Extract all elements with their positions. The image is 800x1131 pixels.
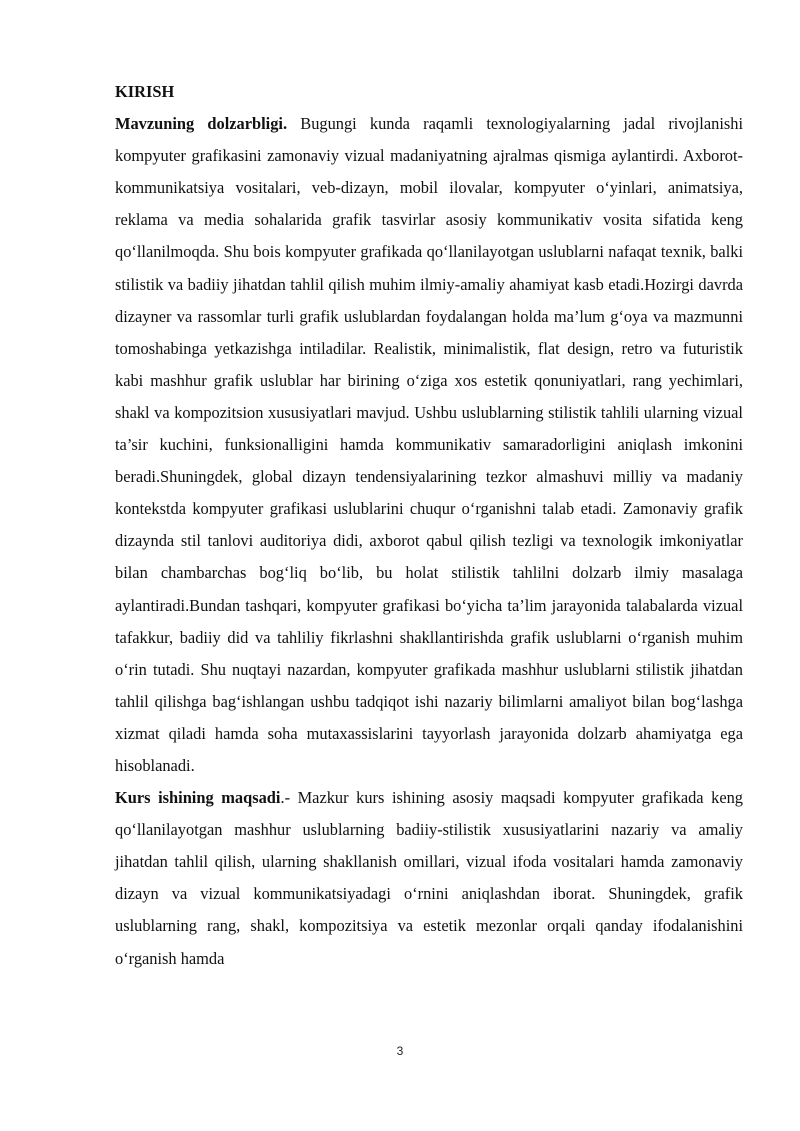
section-heading: KIRISH — [115, 82, 175, 101]
paragraph-lead-goal: Kurs ishining maqsadi — [115, 788, 281, 808]
paragraph-goal — [115, 782, 743, 975]
document-body — [115, 76, 743, 975]
page-number: 3 — [396, 1044, 404, 1058]
paragraph-text-relevance: Bugungi kunda raqamli texnologiyalarning jadal rivojlanishi kompyuter grafikasini zamonaviy vizual madaniyatning ajralmas qismiga aylantirdi. Axborot-kommunikatsiya vositalari, veb-dizayn, mobil ilovalar, kompyuter o‘yinlari, animatsiya, reklama va media sohalarida grafik tasvirlar asosiy kommunikativ vosita sifatida keng qo‘llanilmoqda. Shu bois kompyuter grafikada qo‘llanilayotgan uslublarni nafaqat texnik, balki stilistik va badiiy jihatdan tahlil qilish muhim ilmiy-amaliy ahamiyat kasb etadi.Hozirgi davrda dizayner va rassomlar turli grafik uslublardan foydalangan holda ma’lum g‘oya va mazmunni tomoshabinga yetkazishga intiladilar. Realistik, minimalistik, flat design, retro va futuristik kabi mashhur grafik uslublar har birining o‘ziga xos estetik qonuniyatlari, rang yechimlari, shakl va kompozitsion xususiyatlari mavjud. Ushbu uslublarning stilistik tahlili ularning vizual ta’sir kuchini, funksionalligini hamda kommunikativ samaradorligini aniqlash imkonini beradi.Shuningdek, global dizayn tendensiyalarining tezkor almashuvi milliy va madaniy kontekstda kompyuter grafikasi uslublarini chuqur o‘rganishni talab etadi. Zamonaviy grafik dizaynda stil tanlovi auditoriya didi, axborot qabul qilish tezligi va texnologik imkoniyatlar bilan chambarchas bog‘liq bo‘lib, bu holat stilistik tahlilni dolzarb ilmiy masalaga aylantiradi.Bundan tashqari, kompyuter grafikasi bo‘yicha ta’lim jarayonida talabalarda vizual tafakkur, badiiy did va tahliliy fikrlashni shakllantirishda grafik uslublarni o‘rganish muhim o‘rin tutadi. Shu nuqtayi nazardan, kompyuter grafikada mashhur uslublarni stilistik jihatdan tahlil qilishga bag‘ishlangan ushbu tadqiqot ishi nazariy bilimlarni amaliyot bilan bog‘lashga xizmat qiladi hamda soha mutaxassislarini tayyorlash jarayonida dolzarb ahamiyatga ega hisoblanadi. — [115, 114, 743, 775]
paragraph-lead-relevance: Mavzuning dolzarbligi. — [115, 114, 288, 134]
paragraph-relevance — [115, 108, 743, 782]
paragraph-text-goal: .- Mazkur kurs ishining asosiy maqsadi kompyuter grafikada keng qo‘llanilayotgan mashhur uslublarning badiiy-stilistik xususiyatlarini nazariy va amaliy jihatdan tahlil qilish, ularning shakllanish omillari, vizual ifoda vositalari hamda zamonaviy dizayn va vizual kommunikatsiyadagi o‘rnini aniqlashdan iborat. Shuningdek, grafik uslublarning rang, shakl, kompozitsiya va estetik mezonlar orqali qanday ifodalanishini o‘rganish hamda — [115, 788, 743, 968]
